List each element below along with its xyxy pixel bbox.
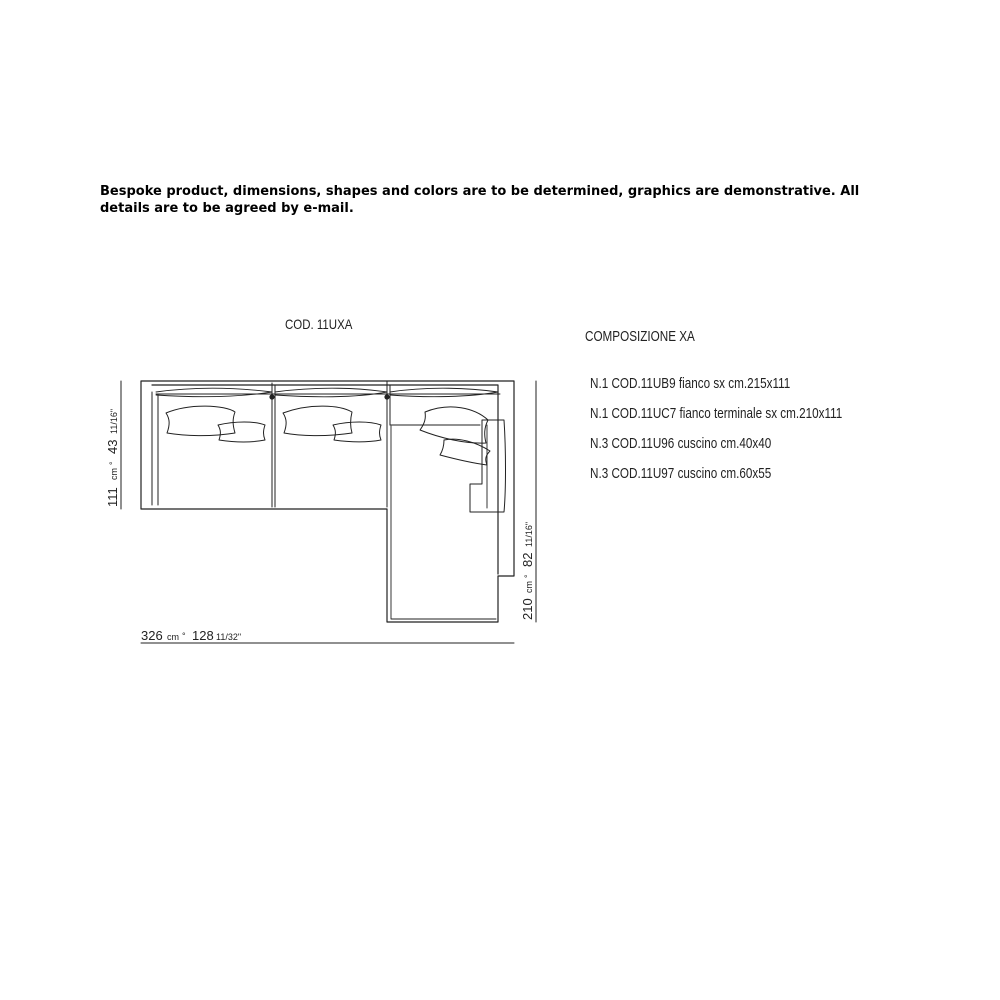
terminal-panel-detail <box>487 425 498 570</box>
depth-separator: ° <box>108 461 118 465</box>
dim-label-width <box>141 628 241 643</box>
composition-item: N.1 COD.11UC7 fianco terminale sx cm.210x111 <box>590 405 843 422</box>
back-cushion-2 <box>275 388 387 396</box>
joint-dot <box>270 395 274 399</box>
chaise-cm-unit: cm <box>524 581 534 593</box>
backrest-line <box>152 385 498 574</box>
chaise-cm-value: 210 <box>520 598 535 620</box>
product-code-title: COD. 11UXA <box>285 316 353 332</box>
cushion-large-1 <box>166 406 235 436</box>
depth-cm-value: 111 <box>105 487 120 507</box>
joint-dot <box>385 395 389 399</box>
depth-inch-fraction: 11/16" <box>109 408 119 434</box>
left-armrest <box>152 392 158 505</box>
width-cm-value: 326 <box>141 628 163 643</box>
chaise-separator: ° <box>523 574 533 578</box>
composition-title: COMPOSIZIONE XA <box>585 328 695 345</box>
chaise-inch-fraction: 11/16" <box>524 521 534 547</box>
dim-label-depth <box>105 409 120 507</box>
dim-label-chaise <box>520 522 535 620</box>
cushion-large-2 <box>283 406 352 436</box>
chaise-inner-line <box>390 425 496 619</box>
sofa-outline <box>141 381 514 622</box>
back-cushion-3 <box>390 388 498 396</box>
cushion-small-1 <box>218 422 265 442</box>
composition-item: N.3 COD.11U96 cuscino cm.40x40 <box>590 435 772 452</box>
width-cm-unit: cm <box>167 632 179 642</box>
seat-divider-2 <box>387 381 390 507</box>
cushion-small-2 <box>333 422 381 442</box>
depth-cm-unit: cm <box>109 468 119 480</box>
width-inch-value: 128 <box>192 628 214 643</box>
width-inch-fraction: 11/32" <box>216 632 242 642</box>
disclaimer-text: Bespoke product, dimensions, shapes and colors are to be determined, graphics are demonstrative. All details are to be agreed by e-mail. <box>100 184 860 216</box>
width-separator: ° <box>182 631 186 641</box>
composition-item: N.1 COD.11UB9 fianco sx cm.215x111 <box>590 375 791 392</box>
back-cushion-1 <box>156 388 272 396</box>
chaise-inch-value: 82 <box>520 552 535 567</box>
depth-inch-value: 43 <box>105 439 120 454</box>
terminal-panel <box>470 420 506 512</box>
seat-divider-1 <box>272 383 275 507</box>
composition-item: N.3 COD.11U97 cuscino cm.60x55 <box>590 465 772 482</box>
